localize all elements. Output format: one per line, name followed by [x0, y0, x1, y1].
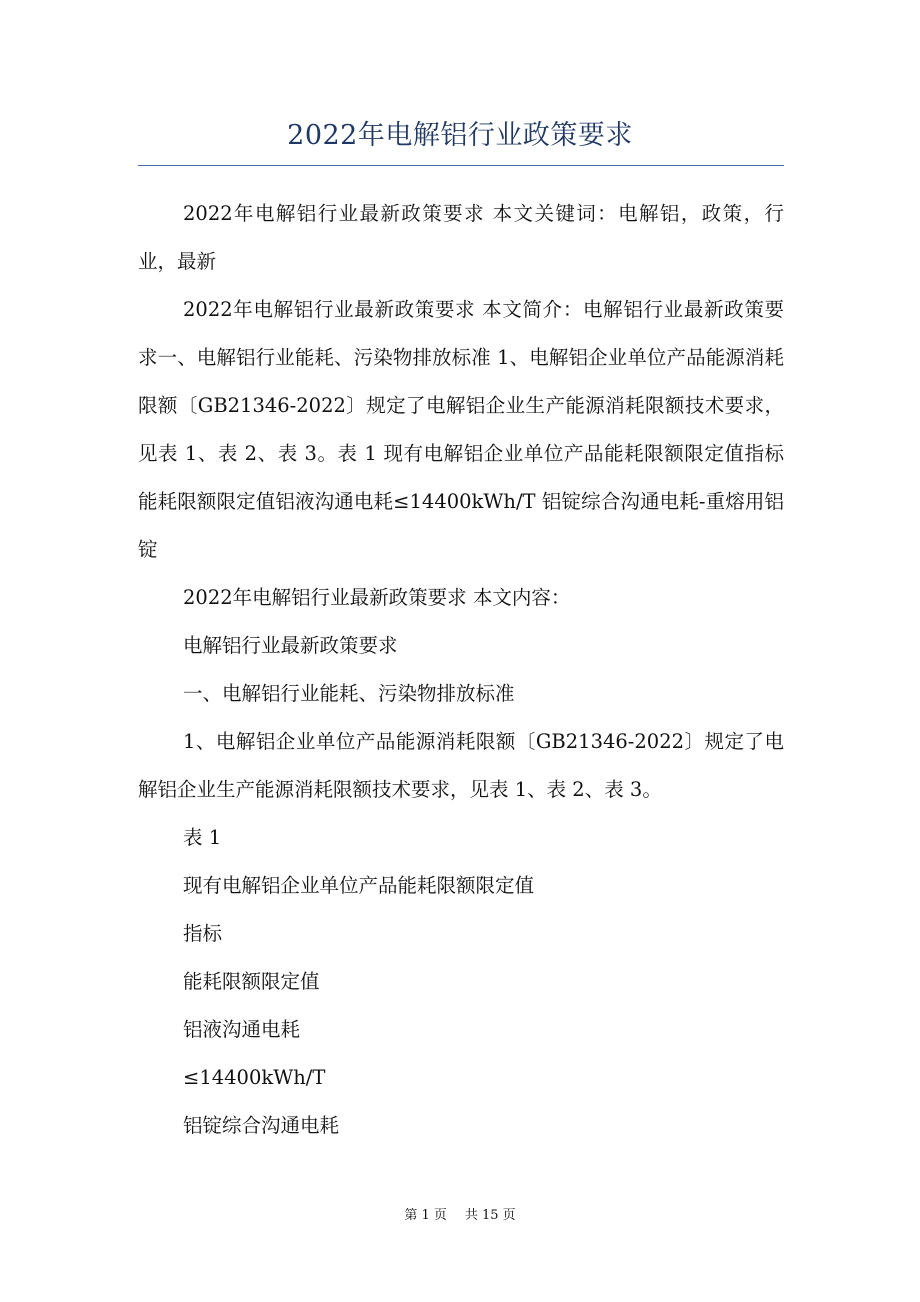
paragraph-ingot-power: 铝锭综合沟通电耗 [183, 1114, 340, 1137]
paragraph-content-label: 2022年电解铝行业最新政策要求 本文内容： [183, 586, 571, 609]
paragraph-keywords: 2022年电解铝行业最新政策要求 本文关键词：电解铝，政策，行业，最新 [138, 202, 784, 273]
paragraph-item-one: 1、电解铝企业单位产品能源消耗限额〔GB21346-2022〕规定了电解铝企业生产能源消耗限额技术要求，见表 1、表 2、表 3。 [138, 730, 784, 801]
paragraph-indicator: 指标 [183, 922, 223, 945]
title-underline [138, 165, 784, 166]
paragraph-limit-value: 能耗限额限定值 [183, 970, 320, 993]
paragraph-table-label: 表 1 [183, 826, 222, 849]
page-footer [0, 1207, 920, 1225]
document-title: 2022年电解铝行业政策要求 [287, 120, 633, 151]
page-number: 第 1 页 [404, 1208, 447, 1223]
paragraph-heading: 电解铝行业最新政策要求 [183, 634, 398, 657]
paragraph-section-one: 一、电解铝行业能耗、污染物排放标准 [183, 682, 515, 705]
paragraph-summary: 2022年电解铝行业最新政策要求 本文简介：电解铝行业最新政策要求一、电解铝行业能耗、污染物排放标准 1、电解铝企业单位产品能源消耗限额〔GB21346-2022〕规定了电解铝企业生产能源消耗限额技术要求，见表 1、表 2、表 3。表 1 现有电解铝企业单位产品能耗限额限定值指标能耗限额限定值铝液沟通电耗≤14400kWh/T 铝锭综合沟通电耗-重熔用铝锭 [138, 298, 784, 561]
paragraph-table-title: 现有电解铝企业单位产品能耗限额限定值 [183, 874, 535, 897]
page-total: 共 15 页 [464, 1208, 516, 1223]
paragraph-limit-number: ≤14400kWh/T [183, 1066, 326, 1089]
paragraph-liquid-power: 铝液沟通电耗 [183, 1018, 301, 1041]
